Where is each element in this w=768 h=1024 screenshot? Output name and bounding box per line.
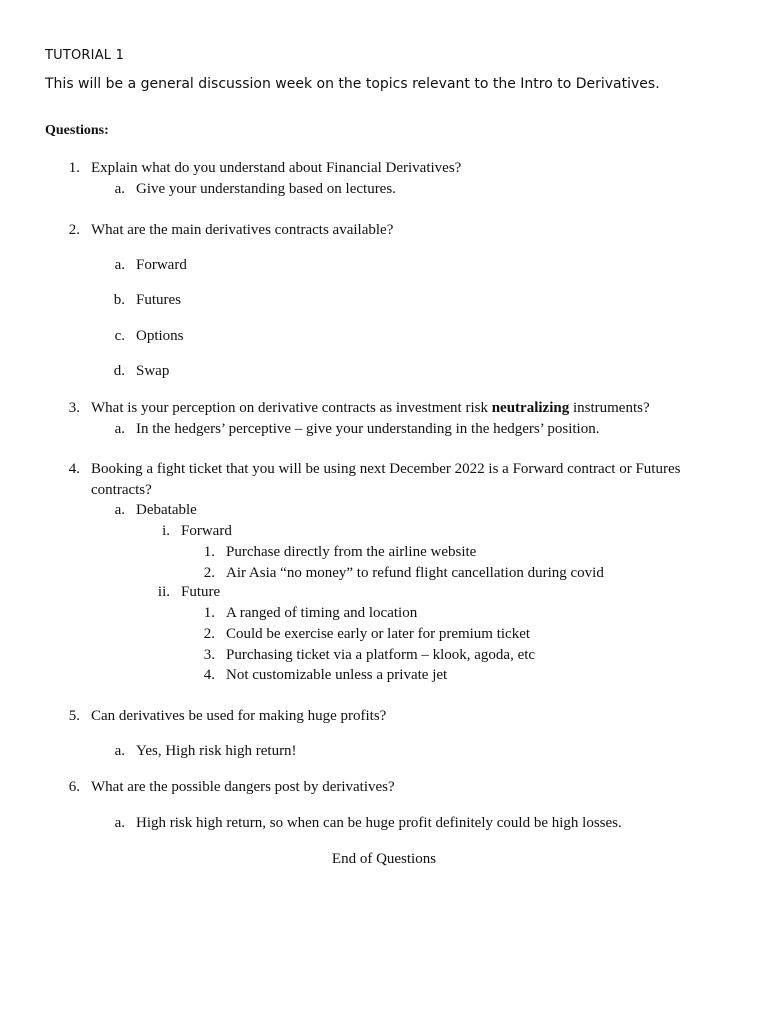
sub-text: Options — [136, 328, 184, 344]
item-text: Air Asia “no money” to refund flight cancellation during covid — [226, 565, 604, 581]
question-number: 3. — [68, 400, 80, 416]
questions-heading: Questions: — [45, 123, 109, 138]
roman-text: Future — [181, 584, 221, 600]
roman-marker: i. — [162, 523, 170, 539]
question-text — [91, 401, 650, 416]
sub-text: High risk high return, so when can be huge profit definitely could be high losses. — [136, 815, 622, 831]
roman-text: Forward — [181, 523, 232, 539]
end-of-questions: End of Questions — [331, 851, 437, 867]
question-number: 5. — [68, 708, 80, 724]
sub-marker: d. — [113, 363, 125, 379]
question-text: Explain what do you understand about Financial Derivatives? — [91, 160, 462, 176]
question-number: 6. — [68, 779, 80, 795]
sub-text: In the hedgers’ perceptive – give your understanding in the hedgers’ position. — [136, 421, 600, 437]
item-marker: 1. — [203, 544, 215, 560]
item-text: A ranged of timing and location — [226, 605, 418, 621]
sub-marker: a. — [114, 743, 125, 759]
item-marker: 2. — [203, 626, 215, 642]
sub-marker: a. — [114, 502, 125, 518]
sub-text: Debatable — [136, 502, 197, 518]
item-text: Purchase directly from the airline website — [226, 544, 477, 560]
question-text-after: instruments? — [569, 400, 650, 416]
question-text-line-1: Booking a fight ticket that you will be using next December 2022 is a Forward contract or Futures — [91, 461, 681, 477]
tutorial-title: TUTORIAL 1 — [45, 48, 125, 63]
sub-marker: c. — [114, 328, 125, 344]
roman-marker: ii. — [157, 584, 170, 600]
sub-text: Swap — [136, 363, 170, 379]
question-text: What are the main derivatives contracts available? — [91, 222, 394, 238]
sub-marker: b. — [113, 292, 125, 308]
item-marker: 1. — [203, 605, 215, 621]
item-marker: 2. — [203, 565, 215, 581]
item-text: Could be exercise early or later for premium ticket — [226, 626, 531, 642]
sub-marker: a. — [114, 421, 125, 437]
item-text: Purchasing ticket via a platform – klook, agoda, etc — [226, 647, 536, 663]
item-marker: 4. — [203, 667, 215, 683]
question-text-before: What is your perception on derivative contracts as investment risk — [91, 400, 492, 416]
sub-text: Futures — [136, 292, 181, 308]
sub-text: Forward — [136, 257, 187, 273]
sub-marker: a. — [114, 181, 125, 197]
question-number: 1. — [68, 160, 80, 176]
question-text-line-2: contracts? — [91, 482, 152, 498]
sub-marker: a. — [114, 815, 125, 831]
question-number: 4. — [68, 461, 80, 477]
sub-text: Give your understanding based on lectures. — [136, 181, 396, 197]
question-number: 2. — [68, 222, 80, 238]
sub-text: Yes, High risk high return! — [136, 743, 297, 759]
intro-text: This will be a general discussion week on the topics relevant to the Intro to Derivatives. — [45, 76, 660, 92]
question-text: What are the possible dangers post by derivatives? — [91, 779, 395, 795]
item-text: Not customizable unless a private jet — [226, 667, 448, 683]
item-marker: 3. — [203, 647, 215, 663]
question-text: Can derivatives be used for making huge profits? — [91, 708, 387, 724]
question-text-bold: neutralizing — [491, 400, 570, 416]
sub-marker: a. — [114, 257, 125, 273]
